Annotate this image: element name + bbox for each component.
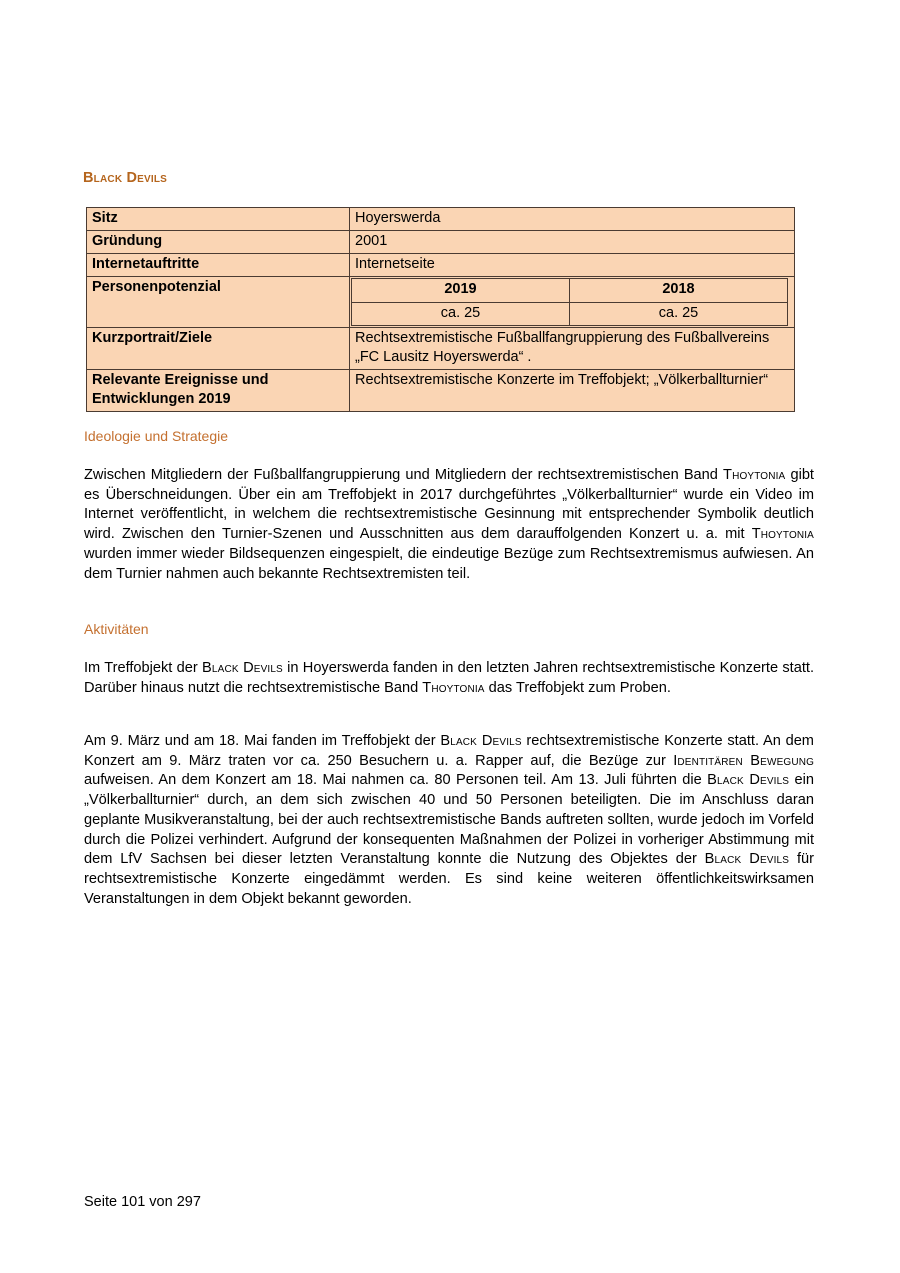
paragraph-ideologie-1 bbox=[84, 466, 814, 584]
year-table-inset bbox=[350, 277, 794, 326]
text-run: das Treffobjekt zum Proben. bbox=[484, 679, 671, 696]
year-value-2018: ca. 25 bbox=[570, 302, 788, 325]
info-row-value: Hoyerswerda bbox=[350, 208, 795, 231]
table-row bbox=[87, 254, 795, 277]
small-caps-entity-name: Identitären Bewegung bbox=[673, 752, 814, 769]
kurzportrait-label: Kurzportrait/Ziele bbox=[87, 327, 350, 369]
info-table-body bbox=[87, 208, 795, 412]
relevante-ereignisse-value: Rechtsextremistische Konzerte im Treffobjekt; „Völkerballturnier“ bbox=[350, 369, 795, 411]
section-heading-ideologie: Ideologie und Strategie bbox=[84, 428, 228, 444]
text-run: aufweisen. An dem Konzert am 18. Mai nahmen ca. 80 Personen teil. Am 13. Juli führten die bbox=[84, 772, 708, 789]
table-row-kurzportrait bbox=[87, 327, 795, 369]
paragraph-aktivitaeten-2 bbox=[84, 732, 814, 909]
text-run: wurden immer wieder Bildsequenzen eingespielt, die eindeutige Bezüge zum Rechtsextremismus aufwiesen. An dem Turnier nahmen auch bekannte Rechtsextremisten teil. bbox=[84, 545, 814, 582]
paragraph-aktivitaeten-1 bbox=[84, 659, 814, 698]
small-caps-entity-name: Thoytonia bbox=[422, 679, 485, 696]
small-caps-entity-name: Thoytonia bbox=[723, 467, 786, 483]
personenpotenzial-cell bbox=[350, 277, 795, 327]
year-value-2019: ca. 25 bbox=[352, 302, 570, 325]
text-run: Im Treffobjekt der bbox=[84, 660, 203, 676]
text-run: Am 9. März und am 18. Mai fanden im Treffobjekt der bbox=[84, 733, 441, 749]
text-run: rechtsextremistische Konzerte statt. An dem Konzert am 9. März traten vor ca. 250 Besuchern u. a. Rapper auf, die Bezüge zur bbox=[84, 733, 814, 769]
info-row-value: 2001 bbox=[350, 231, 795, 254]
text-run: ein „Völkerballturnier“ durch, an dem sich zwischen 40 und 50 Personen beteiligten. Die im Anschluss daran geplante Musikveranstaltung, bei der auch rechtsextremistische Bands auftreten sollten, wurde jedoch im Vorfeld durch die Polizei verhindert. Aufgrund der konsequenten Maßnahmen der Polizei in vorheriger Abstimmung mit dem LfV Sachsen bei dieser letzten Veranstaltung konnte die Nutzung des Objektes der bbox=[84, 772, 814, 868]
small-caps-entity-name: Black Devils bbox=[202, 660, 283, 676]
small-caps-entity-name: Black Devils bbox=[704, 851, 790, 868]
small-caps-entity-name: Thoytonia bbox=[751, 526, 814, 543]
entity-info-table bbox=[86, 207, 795, 412]
year-value-row bbox=[352, 302, 788, 325]
relevante-ereignisse-label: Relevante Ereignisse und Entwicklungen 2019 bbox=[87, 369, 350, 411]
small-caps-entity-name: Black Devils bbox=[440, 733, 522, 749]
year-header-2019: 2019 bbox=[352, 279, 570, 302]
personenpotenzial-label: Personenpotenzial bbox=[87, 277, 350, 327]
info-row-label: Gründung bbox=[87, 231, 350, 254]
table-row-relevante-ereignisse bbox=[87, 369, 795, 411]
year-header-2018: 2018 bbox=[570, 279, 788, 302]
year-table-body bbox=[352, 279, 788, 325]
info-row-label: Sitz bbox=[87, 208, 350, 231]
text-run: gibt es Überschneidungen. Über ein am Treffobjekt in 2017 durchgeführtes „Völkerballturnier“ wurde ein Video im Internet veröffentlicht, in welchem die rechtsextremistische Gesinnung mit entsprechender Symbolik deutlich wird. Zwischen den Turnier-Szenen und Ausschnitten aus dem darauffolgenden Konzert u. a. mit bbox=[84, 467, 814, 543]
info-row-value: Internetseite bbox=[350, 254, 795, 277]
text-run: Zwischen Mitgliedern der Fußballfangruppierung und Mitgliedern der rechtsextremistischen Band bbox=[84, 467, 724, 483]
section-heading-aktivitaeten: Aktivitäten bbox=[84, 621, 149, 637]
page-footer: Seite 101 von 297 bbox=[84, 1194, 201, 1210]
kurzportrait-value: Rechtsextremistische Fußballfangruppierung des Fußballvereins „FC Lausitz Hoyerswerda“ . bbox=[350, 327, 795, 369]
personenpotenzial-year-table bbox=[351, 278, 788, 325]
page-title: Black Devils bbox=[83, 170, 168, 186]
small-caps-entity-name: Black Devils bbox=[707, 772, 790, 789]
year-header-row bbox=[352, 279, 788, 302]
table-row bbox=[87, 231, 795, 254]
info-row-label: Internetauftritte bbox=[87, 254, 350, 277]
text-run: für rechtsextremistische Konzerte eingedämmt werden. Es sind keine weiteren öffentlichkeitswirksamen Veranstaltungen in dem Objekt bekannt geworden. bbox=[84, 851, 814, 907]
text-run: in Hoyerswerda fanden in den letzten Jahren rechtsextremistische Konzerte statt. Darüber hinaus nutzt die rechtsextremistische Band bbox=[84, 660, 815, 696]
table-row bbox=[87, 208, 795, 231]
table-row-personenpotenzial bbox=[87, 277, 795, 327]
